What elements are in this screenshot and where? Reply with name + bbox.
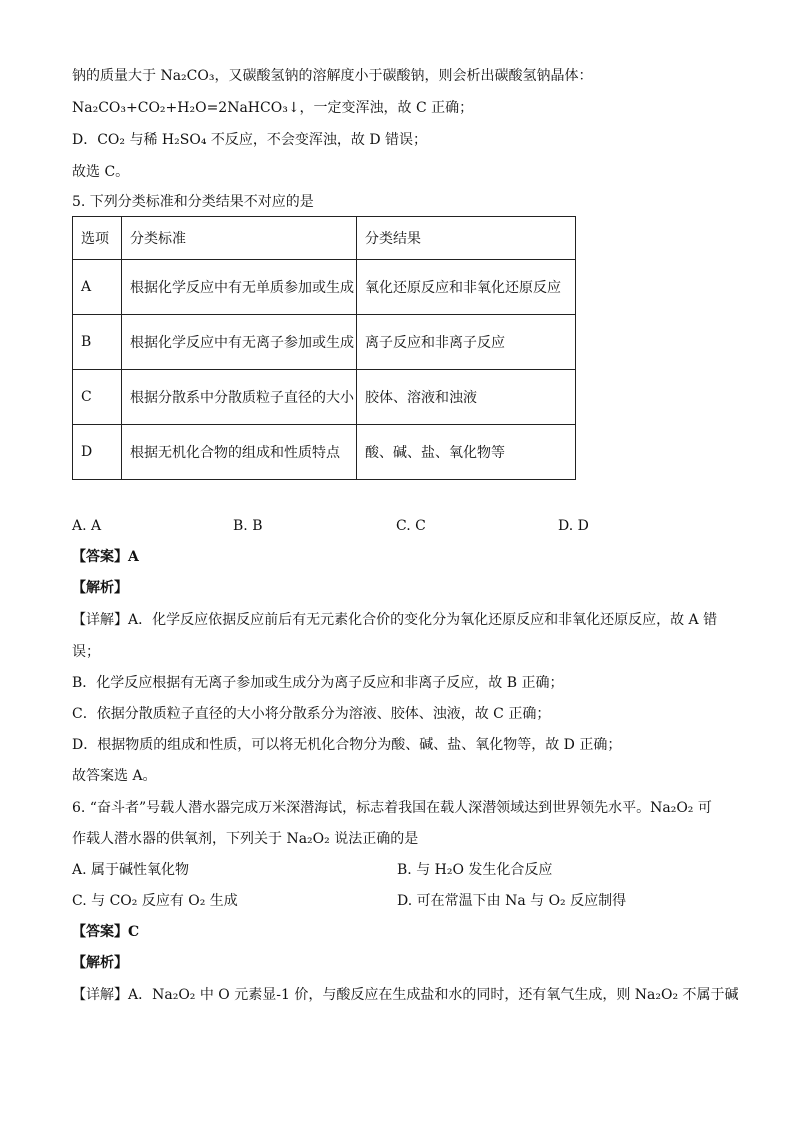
- detail-line: C．依据分散质粒子直径的大小将分散系分为溶液、胶体、浊液，故 C 正确；: [72, 706, 551, 722]
- answer-label: 【答案】C: [72, 924, 140, 940]
- question-6-stem: 作载人潜水器的供氧剂，下列关于 Na₂O₂ 说法正确的是: [72, 831, 419, 847]
- option-b: B. B: [233, 518, 263, 534]
- table-header-cell: 选项: [73, 217, 122, 260]
- analysis-label: 【解析】: [72, 580, 128, 596]
- classification-table: [72, 216, 576, 480]
- option-a: A. A: [72, 518, 102, 534]
- table-cell: 根据分散系中分散质粒子直径的大小: [122, 370, 357, 425]
- table-cell: 胶体、溶液和浊液: [357, 370, 576, 425]
- table-cell: 根据化学反应中有无离子参加或生成: [122, 315, 357, 370]
- option-b: B. 与 H₂O 发生化合反应: [397, 862, 553, 878]
- option-c: C. C: [396, 518, 426, 534]
- question-6-stem: 6. “奋斗者”号载人潜水器完成万米深潜海试，标志着我国在载人深潜领域达到世界领先水平。Na₂O₂ 可: [72, 800, 712, 816]
- detail-line: 【详解】A．化学反应依据反应前后有无元素化合价的变化分为氧化还原反应和非氧化还原反应，故 A 错: [72, 612, 718, 628]
- text-line: 故选 C。: [72, 164, 130, 180]
- detail-line: 误；: [72, 644, 100, 660]
- table-row: [73, 370, 576, 425]
- table-row: [73, 260, 576, 315]
- table-cell: D: [73, 425, 122, 480]
- option-a: A. 属于碱性氧化物: [72, 862, 190, 878]
- option-d: D. 可在常温下由 Na 与 O₂ 反应制得: [397, 893, 627, 909]
- table-cell: 根据无机化合物的组成和性质特点: [122, 425, 357, 480]
- answer-label: 【答案】A: [72, 549, 139, 565]
- table-cell: 离子反应和非离子反应: [357, 315, 576, 370]
- table-header-row: [73, 217, 576, 260]
- option-d: D. D: [558, 518, 589, 534]
- detail-line: D．根据物质的组成和性质，可以将无机化合物分为酸、碱、盐、氧化物等，故 D 正确；: [72, 737, 622, 753]
- detail-line: B．化学反应根据有无离子参加或生成分为离子反应和非离子反应，故 B 正确；: [72, 675, 564, 691]
- table-header-cell: 分类结果: [357, 217, 576, 260]
- table-cell: C: [73, 370, 122, 425]
- question-5-stem: 5. 下列分类标准和分类结果不对应的是: [72, 194, 314, 210]
- table-cell: 根据化学反应中有无单质参加或生成: [122, 260, 357, 315]
- detail-line: 【详解】A．Na₂O₂ 中 O 元素显-1 价，与酸反应在生成盐和水的同时，还有氧气生成，则 Na₂O₂ 不属于碱: [72, 987, 739, 1003]
- text-line: D．CO₂ 与稀 H₂SO₄ 不反应，不会变浑浊，故 D 错误；: [72, 132, 428, 148]
- detail-line: 故答案选 A。: [72, 768, 157, 784]
- table-cell: 氧化还原反应和非氧化还原反应: [357, 260, 576, 315]
- option-c: C. 与 CO₂ 反应有 O₂ 生成: [72, 893, 238, 909]
- table-cell: B: [73, 315, 122, 370]
- text-line: 钠的质量大于 Na₂CO₃，又碳酸氢钠的溶解度小于碳酸钠，则会析出碳酸氢钠晶体：: [72, 68, 593, 84]
- analysis-label: 【解析】: [72, 955, 128, 971]
- text-line: Na₂CO₃+CO₂+H₂O=2NaHCO₃↓，一定变浑浊，故 C 正确；: [72, 100, 474, 116]
- table-row: [73, 425, 576, 480]
- table-cell: 酸、碱、盐、氧化物等: [357, 425, 576, 480]
- table-header-cell: 分类标准: [122, 217, 357, 260]
- table-cell: A: [73, 260, 122, 315]
- table-row: [73, 315, 576, 370]
